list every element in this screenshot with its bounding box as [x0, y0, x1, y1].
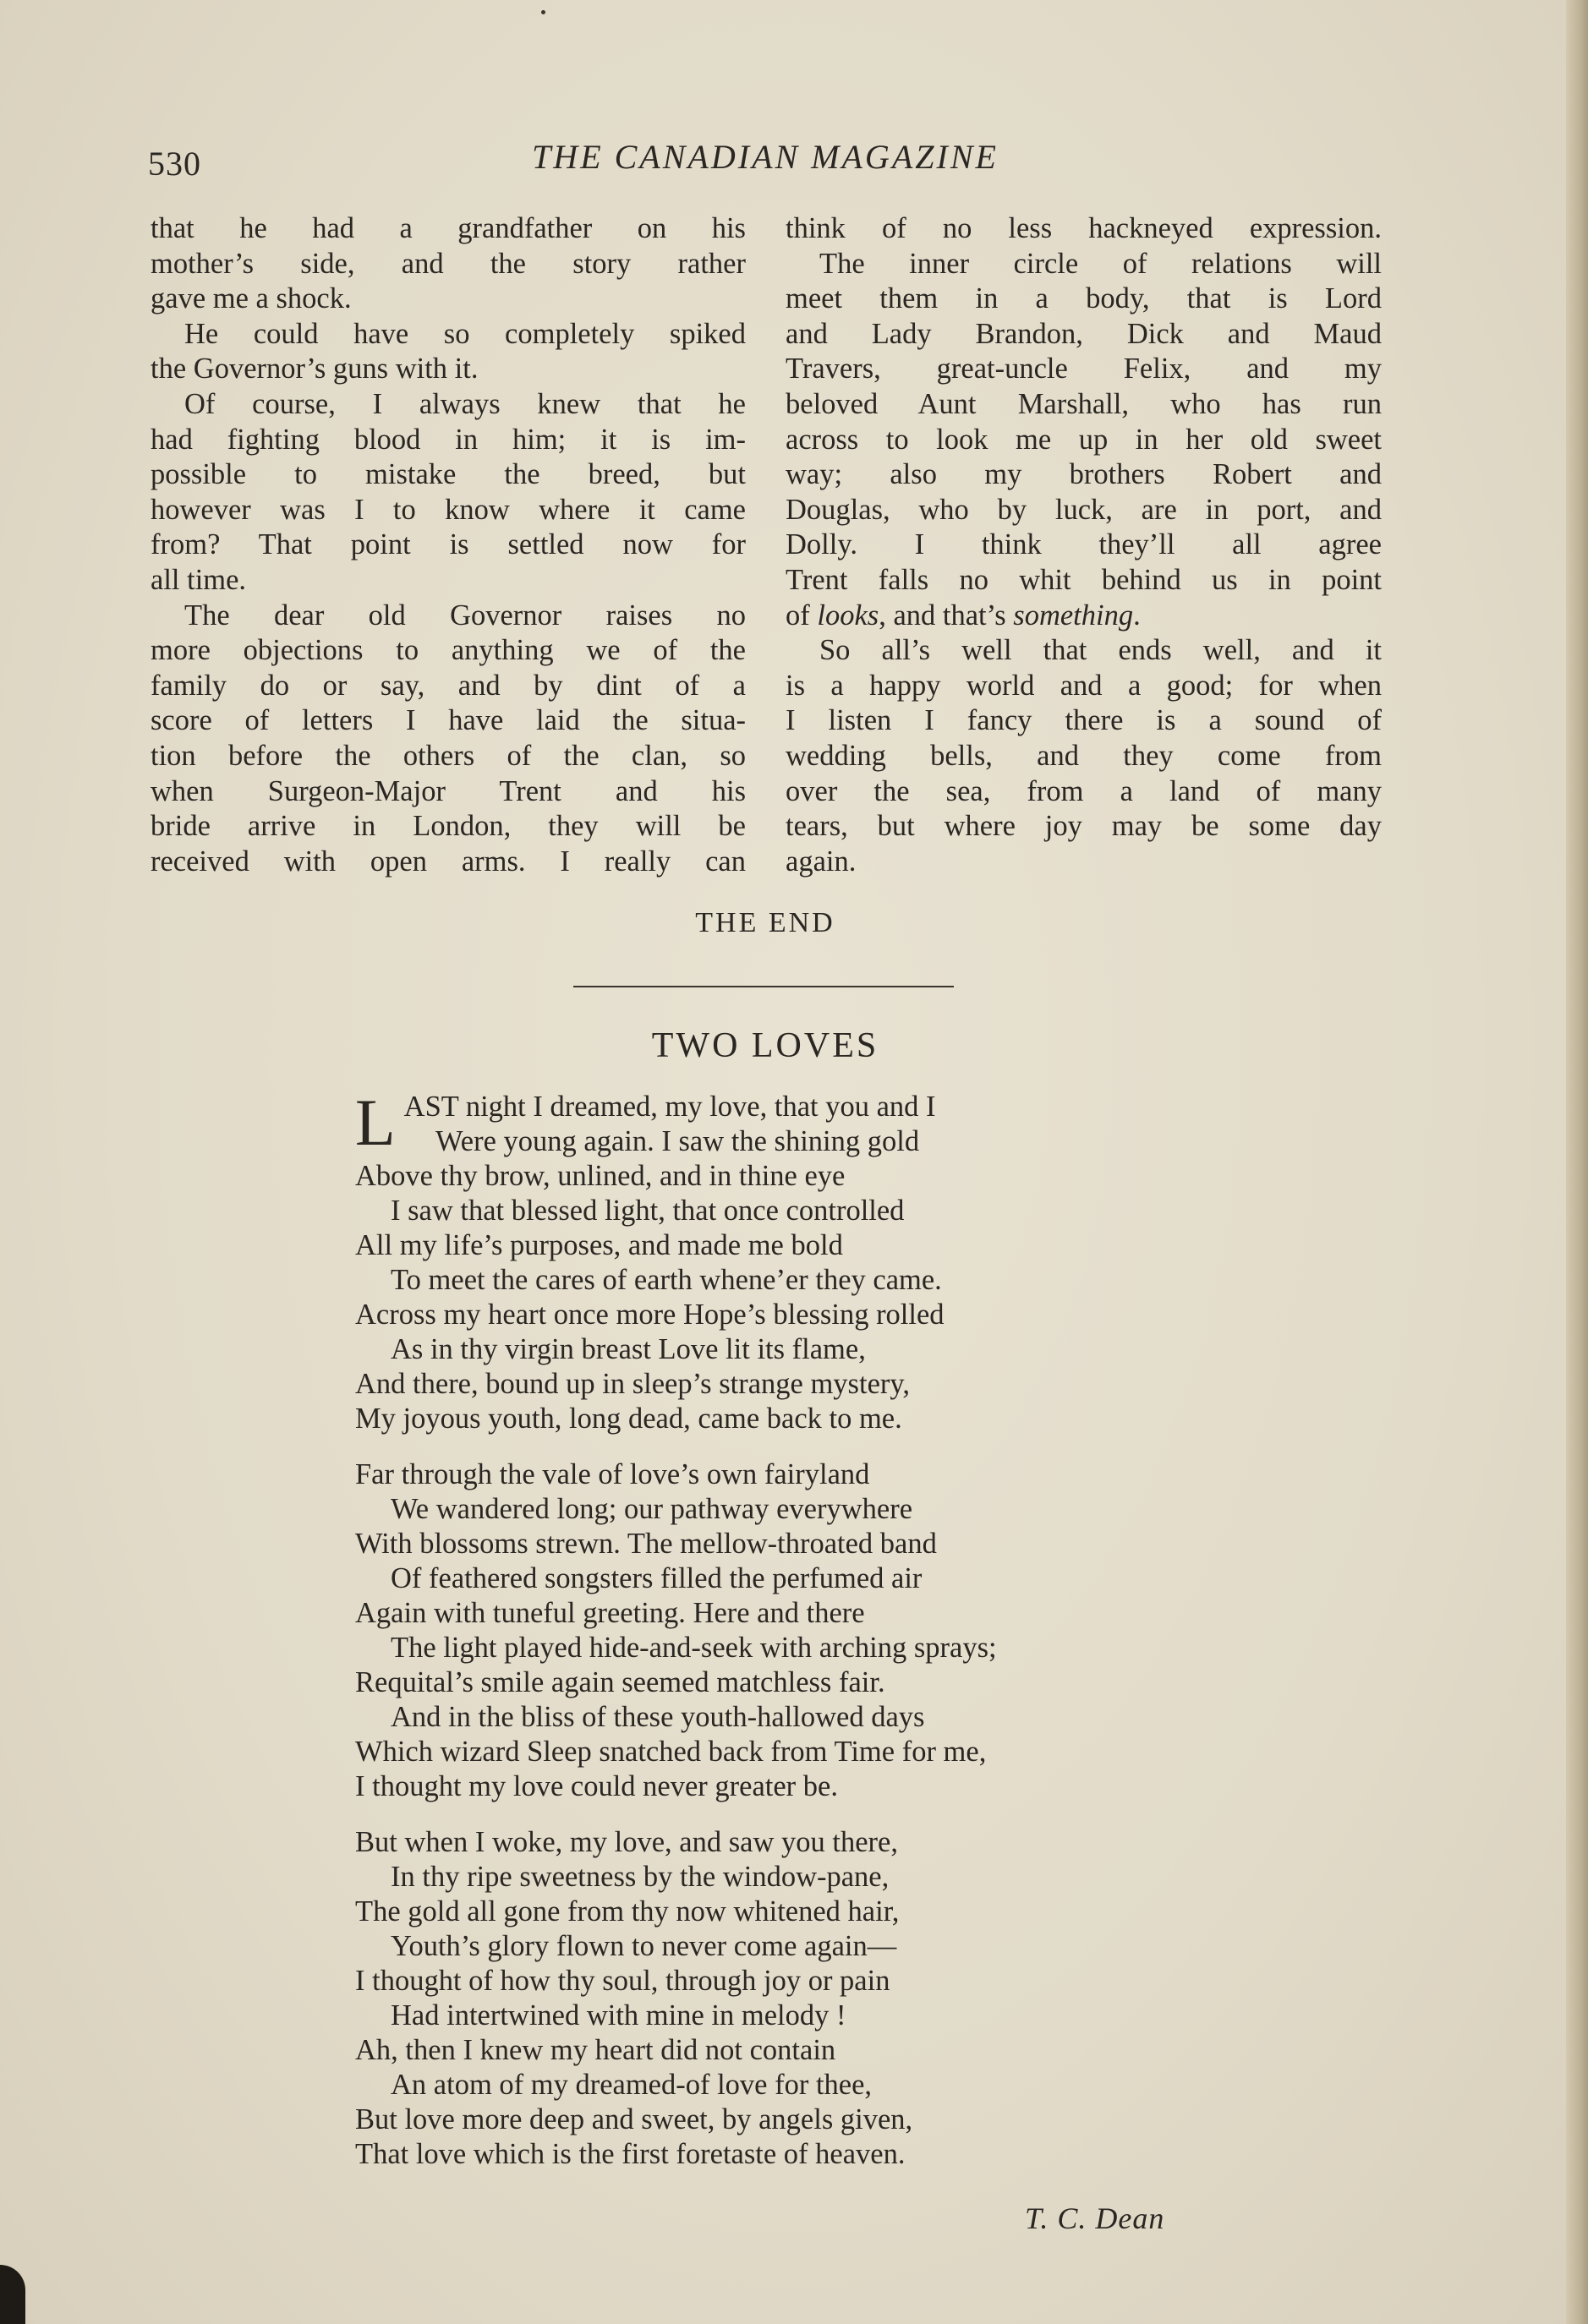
text-line: way; also my brothers Robert and [786, 458, 1382, 491]
poem-line: As in thy virgin breast Love lit its flame, [391, 1333, 866, 1365]
poem-line: In thy ripe sweetness by the window-pane, [391, 1861, 890, 1893]
poem-line: Had intertwined with mine in melody ! [391, 1999, 846, 2031]
print-mark [541, 10, 545, 14]
page-edge [1566, 0, 1588, 2324]
text-line: and Lady Brandon, Dick and Maud [786, 317, 1382, 350]
text-line: more objections to anything we of the [151, 634, 746, 667]
poem-line: That love which is the first foretaste of heaven. [355, 2138, 906, 2170]
poem-line: I saw that blessed light, that once controlled [391, 1195, 905, 1227]
poem-line: Above thy brow, unlined, and in thine eye [355, 1160, 846, 1192]
poem-line: The light played hide-and-seek with arching sprays; [391, 1632, 997, 1664]
text-line: is a happy world and a good; for when [786, 669, 1382, 702]
the-end-label: THE END [695, 907, 835, 938]
poem-line: And in the bliss of these youth-hallowed days [391, 1701, 925, 1733]
poem-line: Youth’s glory flown to never come again— [391, 1930, 897, 1962]
text-line: bride arrive in London, they will be [151, 810, 746, 843]
left-column [151, 211, 746, 879]
text-line: The inner circle of relations will [819, 247, 1382, 280]
text-line: beloved Aunt Marshall, who has run [786, 387, 1382, 420]
text-line: He could have so completely spiked [184, 317, 746, 350]
right-column [786, 211, 1382, 879]
section-divider [573, 986, 954, 987]
poem-title: TWO LOVES [651, 1026, 879, 1065]
poem-line: AST night I dreamed, my love, that you and I [403, 1091, 936, 1123]
poem-line: Far through the vale of love’s own fairyland [355, 1458, 870, 1490]
poem-opening [355, 1085, 1285, 1159]
poem-line: With blossoms strewn. The mellow-throated band [355, 1528, 937, 1560]
text-line: possible to mistake the breed, but [151, 458, 746, 491]
page-corner-shadow [0, 2265, 25, 2324]
text-line: when Surgeon-Major Trent and his [151, 774, 746, 807]
text-line: over the sea, from a land of many [786, 774, 1382, 807]
poem-line: Again with tuneful greeting. Here and there [355, 1597, 865, 1629]
text-line: received with open arms. I really can [151, 845, 746, 878]
drop-cap: L [355, 1085, 396, 1159]
text-line: Trent falls no whit behind us in point [786, 563, 1382, 596]
poem-line: To meet the cares of earth whene’er they came. [391, 1264, 942, 1296]
text-line: of looks, and that’s something. [786, 599, 1141, 632]
poem-line: Were young again. I saw the shining gold [435, 1125, 920, 1157]
page-header [148, 137, 1383, 188]
emphasis: looks [817, 599, 879, 632]
text-line: again. [786, 845, 857, 878]
poem-line: Which wizard Sleep snatched back from Time for me, [355, 1736, 987, 1768]
poem-line: But love more deep and sweet, by angels given, [355, 2103, 913, 2135]
page-number: 530 [148, 145, 201, 183]
poem-line: My joyous youth, long dead, came back to me. [355, 1403, 902, 1435]
text-line: think of no less hackneyed expression. [786, 212, 1382, 244]
text-line: all time. [151, 563, 247, 596]
poem-line: All my life’s purposes, and made me bold [355, 1229, 843, 1261]
stanza-break [355, 1804, 1285, 1825]
text-line: from? That point is settled now for [151, 528, 746, 561]
text-line: The dear old Governor raises no [184, 599, 746, 632]
text-line: mother’s side, and the story rather [151, 247, 746, 280]
poem-line: Ah, then I knew my heart did not contain [355, 2034, 836, 2066]
text-line: tion before the others of the clan, so [151, 739, 746, 772]
poem-line: The gold all gone from thy now whitened hair, [355, 1895, 900, 1928]
text-line: Of course, I always knew that he [184, 387, 746, 420]
text-line: gave me a shock. [151, 282, 352, 315]
poem-author: T. C. Dean [1025, 2201, 1165, 2235]
text-line: score of letters I have laid the situa- [151, 704, 746, 737]
poem-line: Requital’s smile again seemed matchless fair. [355, 1666, 885, 1698]
poem-line: An atom of my dreamed-of love for thee, [391, 2069, 873, 2101]
text-line: I listen I fancy there is a sound of [786, 704, 1382, 737]
text-line: family do or say, and by dint of a [151, 669, 746, 702]
text-line: the Governor’s guns with it. [151, 353, 479, 386]
text-line: Douglas, who by luck, are in port, and [786, 493, 1382, 526]
text-line: wedding bells, and they come from [786, 739, 1382, 772]
poem-line: Of feathered songsters filled the perfumed air [391, 1562, 923, 1594]
text-line: tears, but where joy may be some day [786, 810, 1382, 843]
poem-line: I thought my love could never greater be. [355, 1770, 838, 1802]
text-line: Travers, great-uncle Felix, and my [786, 353, 1382, 386]
text-line: meet them in a body, that is Lord [786, 282, 1382, 315]
stanza-break [355, 1436, 1285, 1457]
text-line: So all’s well that ends well, and it [819, 634, 1382, 667]
poem-line: And there, bound up in sleep’s strange mystery, [355, 1368, 911, 1400]
poem-line: But when I woke, my love, and saw you there, [355, 1826, 898, 1858]
text-line: however was I to know where it came [151, 493, 746, 526]
poem-line: Across my heart once more Hope’s blessing rolled [355, 1299, 945, 1331]
running-title: THE CANADIAN MAGAZINE [532, 138, 999, 176]
poem-line: We wandered long; our pathway everywhere [391, 1493, 913, 1525]
poem-line: I thought of how thy soul, through joy or pain [355, 1965, 890, 1997]
text-line: Dolly. I think they’ll all agree [786, 528, 1382, 561]
poem-body [355, 1085, 1285, 2172]
text-line: across to look me up in her old sweet [786, 423, 1382, 456]
emphasis: something [1013, 599, 1134, 632]
text-line: that he had a grandfather on his [151, 212, 746, 244]
text-line: had fighting blood in him; it is im- [151, 423, 746, 456]
